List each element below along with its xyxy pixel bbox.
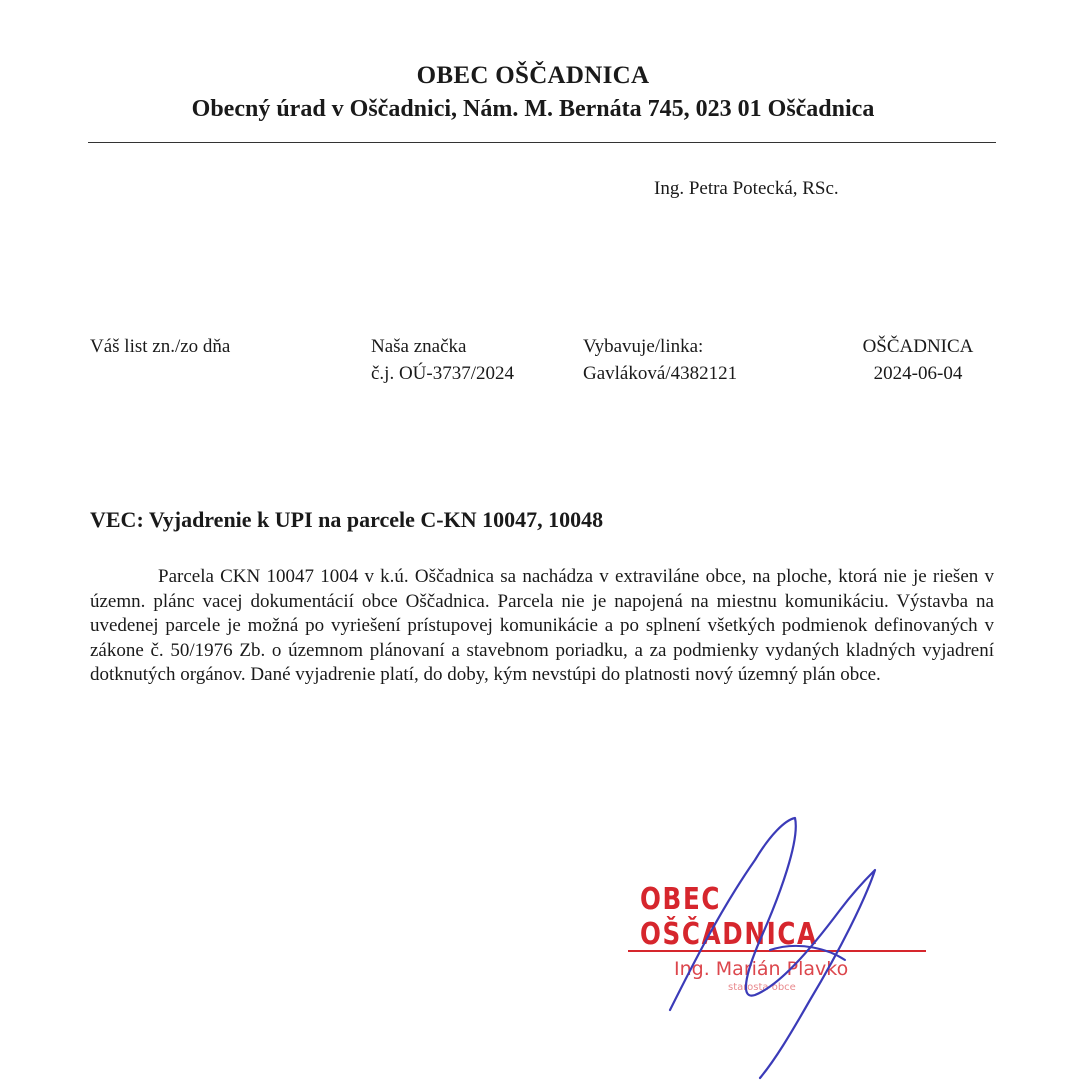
- date: 2024-06-04: [873, 363, 963, 384]
- office-address: Obecný úrad v Oščadnici, Nám. M. Bernáta 745, 023 01 Oščadnica: [191, 96, 875, 122]
- recipient-name: Ing. Petra Potecká, RSc.: [654, 178, 839, 199]
- handled-by-value: Gavláková/4382121: [583, 363, 738, 384]
- stamp-name: Ing. Marián Plavko: [674, 958, 849, 980]
- stamp-title: OBEC OŠČADNICA: [640, 882, 818, 952]
- your-letter-label: Váš list zn./zo dňa: [90, 336, 231, 357]
- signature-stroke: [670, 818, 875, 1078]
- our-reference-value: č.j. OÚ-3737/2024: [371, 363, 515, 384]
- your-letter-field: [90, 333, 230, 360]
- handled-by-field: [583, 333, 737, 387]
- letter-body: Parcela CKN 10047 1004 v k.ú. Oščadnica sa nachádza v extraviláne obce, na ploche, ktorá nie je riešen v územn. plánc vacej dokumentácií obce Oščadnica. Parcela nie je napojená na miestnu komunikáciu. Výstavba na uvedenej parcele je možná po vyriešení prístupovej komunikácie a po splnení všetkých podmienok definovaných v zákone č. 50/1976 Zb. o územnom plánovaní a stavebnom poriadku, a za podmienky vydaných kladných vyjadrení dotknutých orgánov. Dané vyjadrenie platí, do doby, kým nevstúpi do platnosti nový územný plán obce.: [90, 566, 994, 685]
- municipality-name: OBEC OŠČADNICA: [416, 62, 650, 89]
- header-divider: [88, 142, 996, 143]
- handwritten-signature: [660, 800, 920, 1080]
- our-reference-field: [371, 333, 514, 387]
- place: OŠČADNICA: [862, 336, 974, 357]
- place-date-field: [848, 333, 988, 387]
- handled-by-label: Vybavuje/linka:: [583, 336, 704, 357]
- our-reference-label: Naša značka: [371, 336, 467, 357]
- subject-line: VEC: Vyjadrenie k UPI na parcele C-KN 10047, 10048: [90, 507, 604, 532]
- stamp-role: starosta obce: [728, 982, 796, 993]
